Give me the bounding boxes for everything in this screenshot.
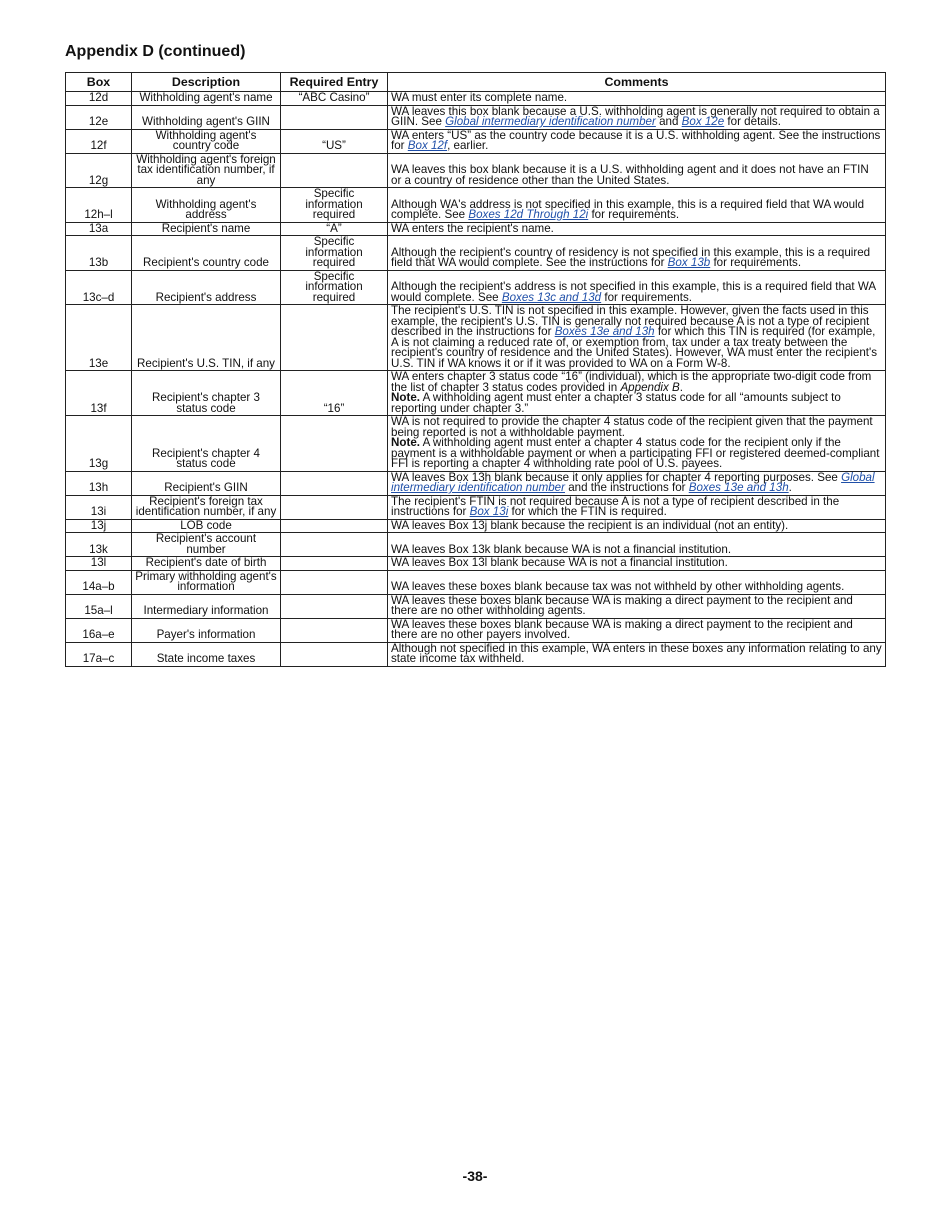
comment-text: Although the recipient's country of residency is not specified in this example, this is a required field that WA would complete. See the instructions for bbox=[391, 245, 871, 269]
comments-cell bbox=[388, 92, 886, 106]
required-entry-cell bbox=[281, 618, 388, 642]
box-cell: 16a–e bbox=[66, 618, 132, 642]
comments-cell bbox=[388, 618, 886, 642]
comment-text: WA leaves Box 13l blank because WA is not a financial institution. bbox=[391, 556, 728, 569]
reference-link[interactable]: Boxes 13e and 13h bbox=[688, 481, 789, 494]
reference-link[interactable]: Boxes 12d Through 12i bbox=[468, 208, 589, 221]
description-cell: State income taxes bbox=[132, 642, 281, 666]
comments-cell bbox=[388, 495, 886, 519]
comment-text: WA enters the recipient's name. bbox=[391, 221, 554, 235]
reference-link[interactable]: Global intermediary identification number bbox=[391, 470, 875, 494]
comment-text: Although WA's address is not specified in this example, this is a required field that WA would complete. See bbox=[391, 197, 865, 221]
reference-link[interactable]: Box 13i bbox=[469, 505, 509, 518]
box-cell: 13e bbox=[66, 305, 132, 371]
description-cell: Withholding agent's GIIN bbox=[132, 105, 281, 129]
comment-text: WA must enter its complete name. bbox=[391, 91, 568, 104]
comment-text: The recipient's FTIN is not required because A is not a type of recipient described in the instructions for bbox=[391, 494, 840, 518]
box-cell: 13i bbox=[66, 495, 132, 519]
required-entry-cell: Specific information required bbox=[281, 270, 388, 305]
box-cell: 13l bbox=[66, 557, 132, 571]
table-row bbox=[66, 371, 886, 416]
table-body bbox=[66, 92, 886, 667]
comment-text: and the instructions for bbox=[565, 481, 689, 494]
table-row bbox=[66, 618, 886, 642]
table-header-row bbox=[66, 73, 886, 92]
required-entry-cell: “US” bbox=[281, 129, 388, 153]
comment-text: The recipient's U.S. TIN is not specified in this example. However, given the facts used in this example, the recipient's U.S. TIN is generally not required because A is not a type of recipient described in the instructions for bbox=[391, 304, 870, 338]
table-row bbox=[66, 236, 886, 271]
description-cell: Recipient's foreign tax identification number, if any bbox=[132, 495, 281, 519]
appendix-d-table bbox=[65, 72, 886, 667]
reference-link[interactable]: Box 13b bbox=[667, 256, 711, 269]
table-row bbox=[66, 270, 886, 305]
required-entry-cell: Specific information required bbox=[281, 236, 388, 271]
reference-link[interactable]: Box 12e bbox=[681, 115, 725, 128]
table-row bbox=[66, 129, 886, 153]
table-row bbox=[66, 222, 886, 236]
description-cell: Recipient's U.S. TIN, if any bbox=[132, 305, 281, 371]
required-entry-cell bbox=[281, 533, 388, 557]
comment-text: for requirements. bbox=[710, 256, 802, 269]
description-cell: Recipient's chapter 4 status code bbox=[132, 416, 281, 472]
header-box: Box bbox=[66, 73, 132, 92]
comments-cell bbox=[388, 236, 886, 271]
page-title: Appendix D (continued) bbox=[65, 43, 246, 60]
comment-text: Although not specified in this example, WA enters in these boxes any information relating to any state income tax withheld. bbox=[391, 641, 882, 665]
comment-text: for requirements. bbox=[601, 290, 692, 304]
comments-cell bbox=[388, 557, 886, 571]
comment-text: WA leaves these boxes blank because tax was not withheld by other withholding agents. bbox=[391, 580, 845, 593]
required-entry-cell bbox=[281, 495, 388, 519]
comment-text: . bbox=[788, 481, 792, 494]
comments-cell bbox=[388, 642, 886, 666]
box-cell: 14a–b bbox=[66, 570, 132, 594]
description-cell: LOB code bbox=[132, 519, 281, 533]
description-cell: Payer's information bbox=[132, 618, 281, 642]
table-row bbox=[66, 557, 886, 571]
note-label: Note. bbox=[391, 436, 420, 449]
comment-text: and bbox=[655, 115, 682, 128]
comments-cell bbox=[388, 153, 886, 188]
box-cell: 12e bbox=[66, 105, 132, 129]
table-row bbox=[66, 416, 886, 472]
comments-cell bbox=[388, 222, 886, 236]
table-row bbox=[66, 519, 886, 533]
table-row bbox=[66, 471, 886, 495]
table-row bbox=[66, 305, 886, 371]
box-cell: 13a bbox=[66, 222, 132, 236]
box-cell: 17a–c bbox=[66, 642, 132, 666]
comment-text: for requirements. bbox=[588, 208, 680, 221]
comment-text: WA enters “US” as the country code because it is a U.S. withholding agent. See the instructions for bbox=[391, 128, 881, 152]
required-entry-cell bbox=[281, 305, 388, 371]
description-cell: Recipient's account number bbox=[132, 533, 281, 557]
description-cell: Recipient's name bbox=[132, 222, 281, 236]
required-entry-cell bbox=[281, 471, 388, 495]
description-cell: Withholding agent's foreign tax identification number, if any bbox=[132, 153, 281, 188]
description-cell: Withholding agent's address bbox=[132, 188, 281, 223]
comment-text: for which the FTIN is required. bbox=[508, 505, 667, 518]
description-cell: Withholding agent's country code bbox=[132, 129, 281, 153]
comment-text: WA leaves Box 13k blank because WA is not a financial institution. bbox=[391, 542, 732, 556]
description-cell: Recipient's chapter 3 status code bbox=[132, 371, 281, 416]
comment-text: WA leaves these boxes blank because WA is making a direct payment to the recipient and there are no other payers involved. bbox=[391, 617, 853, 641]
comment-text: WA leaves these boxes blank because WA is making a direct payment to the recipient and there are no other withholding agents. bbox=[391, 593, 853, 617]
table-row bbox=[66, 495, 886, 519]
reference-link[interactable]: Box 12f bbox=[407, 139, 448, 152]
table-row bbox=[66, 594, 886, 618]
reference-link[interactable]: Boxes 13c and 13d bbox=[501, 290, 602, 304]
appendix-reference: Appendix B bbox=[620, 380, 680, 394]
table-row bbox=[66, 92, 886, 106]
comment-text: A withholding agent must enter a chapter 4 status code for the recipient only if the payment is a withholdable payment or when a participating FFI or registered deemed-compliant FFI is reporting a chapter 4 withholding rate pool of U.S. payees. bbox=[391, 436, 880, 470]
header-required-entry: Required Entry bbox=[281, 73, 388, 92]
comment-text: , earlier. bbox=[447, 139, 489, 152]
comments-cell bbox=[388, 416, 886, 472]
box-cell: 12h–l bbox=[66, 188, 132, 223]
header-comments: Comments bbox=[388, 73, 886, 92]
comments-cell bbox=[388, 594, 886, 618]
reference-link[interactable]: Boxes 13e and 13h bbox=[554, 325, 655, 338]
box-cell: 15a–l bbox=[66, 594, 132, 618]
required-entry-cell: “16” bbox=[281, 371, 388, 416]
required-entry-cell bbox=[281, 153, 388, 188]
box-cell: 12f bbox=[66, 129, 132, 153]
required-entry-cell: Specific information required bbox=[281, 188, 388, 223]
comments-cell bbox=[388, 519, 886, 533]
note-label: Note. bbox=[391, 391, 420, 404]
required-entry-cell bbox=[281, 519, 388, 533]
comments-cell bbox=[388, 188, 886, 223]
comment-text: WA leaves Box 13h blank because it only applies for chapter 4 reporting purposes. See bbox=[391, 470, 842, 484]
box-cell: 12g bbox=[66, 153, 132, 188]
box-cell: 13g bbox=[66, 416, 132, 472]
comments-cell bbox=[388, 105, 886, 129]
description-cell: Recipient's GIIN bbox=[132, 471, 281, 495]
description-cell: Intermediary information bbox=[132, 594, 281, 618]
comment-text: for which this TIN is required (for example, A is not claiming a reduced rate of, or exemption from, tax under a tax treaty between the recipient's country of residence and the United States). However, WA must enter the recipient's U.S. TIN if WA knows it or if it was provided to WA on a Form W-8. bbox=[391, 325, 878, 370]
comments-cell bbox=[388, 471, 886, 495]
box-cell: 13j bbox=[66, 519, 132, 533]
comment-text: WA is not required to provide the chapter 4 status code of the recipient given that the payment being reported is not a withholdable payment. bbox=[391, 415, 873, 439]
comment-text: WA leaves this box blank because it is a U.S. withholding agent and it does not have an FTIN or a country of residence other than the United States. bbox=[391, 163, 869, 187]
table-row bbox=[66, 642, 886, 666]
table-row bbox=[66, 570, 886, 594]
comment-text: for details. bbox=[724, 115, 781, 128]
page-number: -38- bbox=[462, 1168, 488, 1184]
required-entry-cell bbox=[281, 557, 388, 571]
description-cell: Recipient's country code bbox=[132, 236, 281, 271]
required-entry-cell bbox=[281, 105, 388, 129]
comments-cell bbox=[388, 371, 886, 416]
box-cell: 13k bbox=[66, 533, 132, 557]
table-row bbox=[66, 533, 886, 557]
comment-text: Although the recipient's address is not specified in this example, this is a required field that WA would complete. See bbox=[391, 280, 876, 304]
header-description: Description bbox=[132, 73, 281, 92]
description-cell: Recipient's date of birth bbox=[132, 557, 281, 571]
required-entry-cell bbox=[281, 594, 388, 618]
description-cell: Recipient's address bbox=[132, 270, 281, 305]
box-cell: 13c–d bbox=[66, 270, 132, 305]
required-entry-cell: “A” bbox=[281, 222, 388, 236]
comment-text: . bbox=[679, 380, 683, 394]
box-cell: 13f bbox=[66, 371, 132, 416]
required-entry-cell: “ABC Casino” bbox=[281, 92, 388, 106]
table-row bbox=[66, 153, 886, 188]
comments-cell bbox=[388, 305, 886, 371]
box-cell: 12d bbox=[66, 92, 132, 106]
table-row bbox=[66, 188, 886, 223]
description-cell: Primary withholding agent's information bbox=[132, 570, 281, 594]
comment-text: WA enters chapter 3 status code “16” (individual), which is the appropriate two-digit code from the list of chapter 3 status codes provided in bbox=[391, 370, 872, 394]
reference-link[interactable]: Global intermediary identification number bbox=[445, 115, 656, 128]
comment-text: WA leaves this box blank because a U.S. withholding agent is generally not required to obtain a GIIN. See bbox=[391, 104, 880, 128]
comments-cell bbox=[388, 533, 886, 557]
comment-text: WA leaves Box 13j blank because the recipient is an individual (not an entity). bbox=[391, 518, 789, 532]
comments-cell bbox=[388, 270, 886, 305]
required-entry-cell bbox=[281, 570, 388, 594]
table-row bbox=[66, 105, 886, 129]
comments-cell bbox=[388, 129, 886, 153]
comments-cell bbox=[388, 570, 886, 594]
required-entry-cell bbox=[281, 416, 388, 472]
box-cell: 13h bbox=[66, 471, 132, 495]
box-cell: 13b bbox=[66, 236, 132, 271]
required-entry-cell bbox=[281, 642, 388, 666]
description-cell: Withholding agent's name bbox=[132, 92, 281, 106]
comment-text: A withholding agent must enter a chapter 3 status code for all “amounts subject to reporting under chapter 3.” bbox=[391, 391, 841, 415]
